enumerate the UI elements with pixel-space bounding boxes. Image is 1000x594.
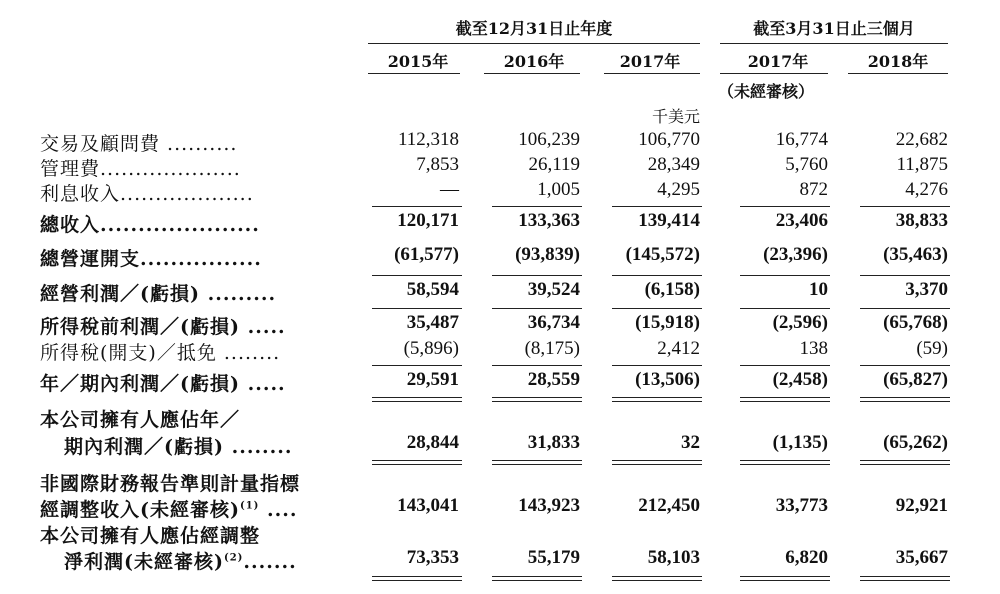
- table-row: 所得稅(開支)／抵免 ........ (5,896) (8,175) 2,412 138 (59): [40, 338, 948, 364]
- subtotal-rule: [492, 308, 582, 309]
- subtotal-rule: [372, 206, 462, 207]
- subtotal-rule: [612, 275, 702, 276]
- table-row: 總營運開支................ (61,577) (93,839) (145,572) (23,396) (35,463): [40, 244, 948, 270]
- subtotal-rule: [612, 365, 702, 366]
- total-double-rule: [740, 397, 830, 402]
- total-double-rule: [860, 397, 950, 402]
- header-group-year-rule: [368, 43, 700, 44]
- subtotal-rule: [740, 275, 830, 276]
- subtotal-rule: [372, 308, 462, 309]
- section-title: 非國際財務報告準則計量指標: [40, 473, 301, 495]
- column-header-2017: 2017年: [619, 52, 681, 71]
- table-row: 期內利潤／(虧損) ........ 28,844 31,833 32 (1,135) (65,262): [64, 432, 948, 458]
- column-rule-2017: [604, 73, 700, 74]
- subtotal-rule: [860, 206, 950, 207]
- column-header-2018-q1: 2018年: [867, 52, 929, 71]
- total-double-rule: [372, 397, 462, 402]
- table-row: 管理費.................... 7,853 26,119 28,349 5,760 11,875: [40, 154, 948, 180]
- subtotal-rule: [860, 275, 950, 276]
- column-header-2017-q1: 2017年: [747, 52, 809, 71]
- total-double-rule: [492, 397, 582, 402]
- table-row: 總收入..................... 120,171 133,363 139,414 23,406 38,833: [40, 210, 948, 236]
- total-double-rule: [492, 460, 582, 465]
- total-double-rule: [740, 460, 830, 465]
- column-header-2015: 2015年: [387, 52, 449, 71]
- subtotal-rule: [492, 206, 582, 207]
- subtotal-rule: [372, 275, 462, 276]
- table-row: 交易及顧問費 .......... 112,318 106,239 106,770 16,774 22,682: [40, 129, 948, 155]
- subtotal-rule: [612, 308, 702, 309]
- header-group-year: 截至12月31日止年度: [455, 19, 613, 38]
- total-double-rule: [860, 576, 950, 581]
- subtotal-rule: [492, 365, 582, 366]
- subtotal-rule: [372, 365, 462, 366]
- unit-label: 千美元: [651, 107, 700, 126]
- column-rule-2016: [484, 73, 580, 74]
- total-double-rule: [372, 576, 462, 581]
- total-double-rule: [372, 460, 462, 465]
- column-rule-2017-q1: [720, 73, 828, 74]
- subtotal-rule: [860, 365, 950, 366]
- total-double-rule: [612, 576, 702, 581]
- total-double-rule: [492, 576, 582, 581]
- table-row: 經營利潤／(虧損) ......... 58,594 39,524 (6,158) 10 3,370: [40, 279, 948, 305]
- table-row: 淨利潤(未經審核)$^{(2)}$....... 73,353 55,179 58,103 6,820 35,667: [64, 547, 948, 573]
- table-row: 所得稅前利潤／(虧損) ..... 35,487 36,734 (15,918) (2,596) (65,768): [40, 312, 948, 338]
- unaudited-note: （未經審核）: [717, 82, 814, 101]
- subtotal-rule: [740, 206, 830, 207]
- column-rule-2015: [368, 73, 460, 74]
- total-double-rule: [612, 460, 702, 465]
- table-row: 本公司擁有人應佔年／: [40, 409, 241, 431]
- subtotal-rule: [860, 308, 950, 309]
- table-row: 利息收入................... — 1,005 4,295 872 4,276: [40, 179, 948, 205]
- table-row: 本公司擁有人應佔經調整: [40, 525, 261, 547]
- subtotal-rule: [740, 365, 830, 366]
- header-group-quarter: 截至3月31日止三個月: [753, 19, 915, 38]
- total-double-rule: [860, 460, 950, 465]
- header-group-quarter-rule: [720, 43, 948, 44]
- total-double-rule: [612, 397, 702, 402]
- table-row: 年／期內利潤／(虧損) ..... 29,591 28,559 (13,506) (2,458) (65,827): [40, 369, 948, 395]
- column-rule-2018-q1: [848, 73, 948, 74]
- total-double-rule: [740, 576, 830, 581]
- subtotal-rule: [612, 206, 702, 207]
- subtotal-rule: [740, 308, 830, 309]
- column-header-2016: 2016年: [503, 52, 565, 71]
- subtotal-rule: [492, 275, 582, 276]
- table-row: 經調整收入(未經審核)$^{(1)}$ .... 143,041 143,923 212,450 33,773 92,921: [40, 495, 948, 521]
